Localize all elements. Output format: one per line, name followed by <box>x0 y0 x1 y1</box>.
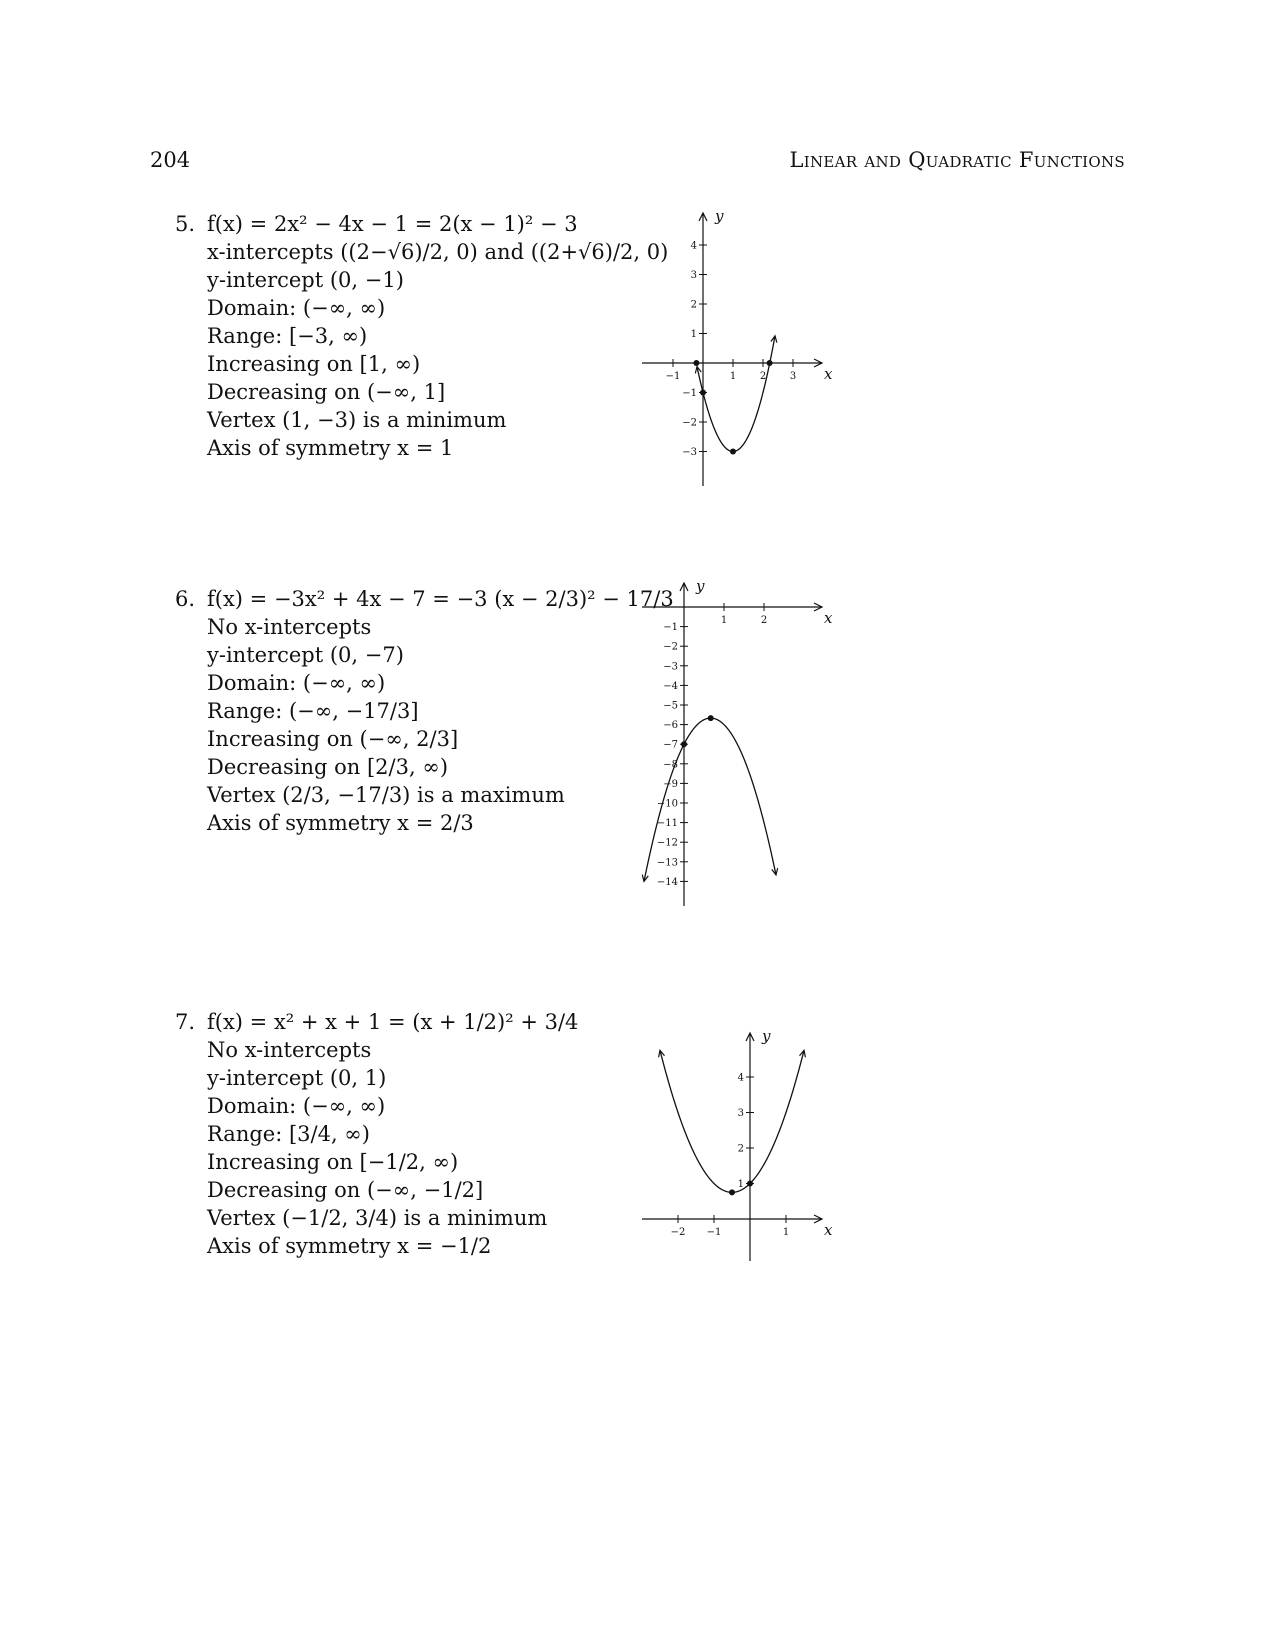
x-intercepts: x-intercepts ((2−√6)/2, 0) and ((2+√6)/2, 0) <box>207 240 669 264</box>
problem-number: 6. <box>175 587 196 611</box>
key-point <box>681 741 687 747</box>
y-tick-label: −7 <box>663 739 678 751</box>
problem-5 <box>175 210 669 462</box>
key-point <box>767 360 773 366</box>
x-tick-label: 1 <box>729 371 737 382</box>
y-tick-label: −10 <box>656 798 678 810</box>
y-tick-label: 1 <box>690 329 697 340</box>
x-axis-label: x <box>824 609 833 627</box>
parabola-curve <box>697 336 775 452</box>
domain: Domain: (−∞, ∞) <box>207 1094 386 1118</box>
y-tick-label: −6 <box>663 720 678 732</box>
range: Range: [−3, ∞) <box>207 324 368 348</box>
graph-problem-6 <box>640 575 840 910</box>
y-intercept: y-intercept (0, −7) <box>207 643 404 667</box>
y-tick-label: −12 <box>656 837 678 849</box>
y-axis-label: y <box>715 207 724 225</box>
parabola-plot <box>640 575 840 910</box>
increasing-interval: Increasing on (−∞, 2/3] <box>207 727 459 751</box>
y-tick-label: −2 <box>663 641 678 653</box>
function-definition: f(x) = −3x² + 4x − 7 = −3 (x − 2/3)² − 17/3 <box>207 587 674 611</box>
y-tick-label: −14 <box>656 876 678 888</box>
y-tick-label: −8 <box>663 759 678 771</box>
key-point <box>747 1181 753 1187</box>
function-definition: f(x) = x² + x + 1 = (x + 1/2)² + 3/4 <box>207 1010 579 1034</box>
x-intercepts: No x-intercepts <box>207 1038 372 1062</box>
y-tick-label: −3 <box>663 661 678 673</box>
y-tick-label: −1 <box>682 388 697 399</box>
axis-of-symmetry: Axis of symmetry x = 1 <box>207 436 454 460</box>
y-axis-label: y <box>696 577 705 595</box>
parabola-plot <box>640 1025 840 1265</box>
running-head: Linear and Quadratic Functions <box>789 148 1125 172</box>
y-intercept: y-intercept (0, 1) <box>207 1066 387 1090</box>
y-tick-label: −11 <box>656 818 678 830</box>
page-number: 204 <box>150 148 191 172</box>
x-tick-label: 1 <box>782 1227 790 1238</box>
y-tick-label: −1 <box>663 622 678 634</box>
y-tick-label: 4 <box>690 240 697 252</box>
y-tick-label: 1 <box>737 1179 744 1190</box>
y-tick-label: 2 <box>690 299 697 311</box>
range: Range: (−∞, −17/3] <box>207 699 419 723</box>
problem-number: 5. <box>175 212 196 236</box>
x-axis-label: x <box>824 1221 833 1239</box>
y-tick-label: 4 <box>737 1072 744 1084</box>
parabola-curve <box>660 1050 804 1192</box>
y-tick-label: −4 <box>663 680 678 692</box>
key-point <box>693 360 699 366</box>
y-tick-label: −3 <box>682 447 697 458</box>
parabola-plot <box>640 205 840 490</box>
x-tick-label: −1 <box>706 1227 722 1238</box>
x-axis-label: x <box>824 365 833 383</box>
x-intercepts: No x-intercepts <box>207 615 372 639</box>
y-axis-label: y <box>762 1027 771 1045</box>
x-tick-label: 3 <box>789 371 797 382</box>
y-intercept: y-intercept (0, −1) <box>207 268 404 292</box>
axis-of-symmetry: Axis of symmetry x = 2/3 <box>207 811 474 835</box>
range: Range: [3/4, ∞) <box>207 1122 370 1146</box>
graph-problem-7 <box>640 1025 840 1265</box>
y-tick-label: 2 <box>737 1143 744 1155</box>
x-tick-label: 2 <box>760 615 768 626</box>
decreasing-interval: Decreasing on (−∞, −1/2] <box>207 1178 484 1202</box>
decreasing-interval: Decreasing on (−∞, 1] <box>207 380 446 404</box>
vertex: Vertex (1, −3) is a minimum <box>207 408 507 432</box>
y-tick-label: −2 <box>682 417 697 429</box>
axis-of-symmetry: Axis of symmetry x = −1/2 <box>207 1234 492 1258</box>
x-tick-label: 2 <box>759 371 767 382</box>
problem-7 <box>175 1008 645 1260</box>
x-tick-label: −2 <box>670 1227 686 1238</box>
domain: Domain: (−∞, ∞) <box>207 671 386 695</box>
y-tick-label: −13 <box>656 857 678 869</box>
y-tick-label: 3 <box>690 270 697 281</box>
key-point <box>708 715 714 721</box>
key-point <box>730 449 736 455</box>
problem-number: 7. <box>175 1010 196 1034</box>
increasing-interval: Increasing on [−1/2, ∞) <box>207 1150 459 1174</box>
x-tick-label: −1 <box>665 371 681 382</box>
domain: Domain: (−∞, ∞) <box>207 296 386 320</box>
increasing-interval: Increasing on [1, ∞) <box>207 352 421 376</box>
vertex: Vertex (2/3, −17/3) is a maximum <box>207 783 565 807</box>
key-point <box>729 1189 735 1195</box>
vertex: Vertex (−1/2, 3/4) is a minimum <box>207 1206 548 1230</box>
graph-problem-5 <box>640 205 840 490</box>
key-point <box>700 390 706 396</box>
y-tick-label: −9 <box>663 778 678 790</box>
y-tick-label: 3 <box>737 1108 744 1119</box>
x-tick-label: 1 <box>720 615 728 626</box>
y-tick-label: −5 <box>663 700 678 712</box>
decreasing-interval: Decreasing on [2/3, ∞) <box>207 755 449 779</box>
function-definition: f(x) = 2x² − 4x − 1 = 2(x − 1)² − 3 <box>207 212 578 236</box>
